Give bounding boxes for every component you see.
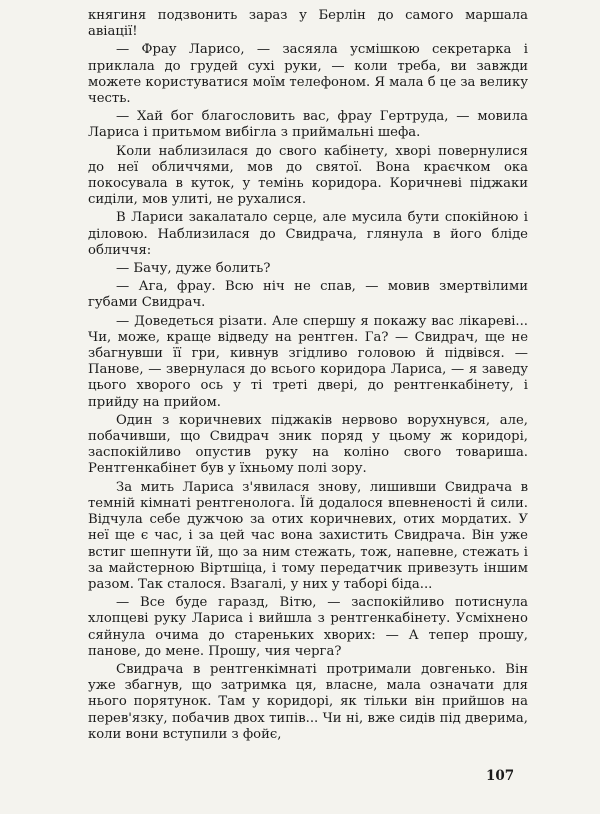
paragraph: — Хай бог благословить вас, фрау Гертруда, — мовила Лариса і притьмом вибігла з приймальні шефа. <box>88 109 528 141</box>
paragraph: В Лариси закалатало серце, але мусила бути спокійною і діловою. Наблизилася до Свидрача, глянула в його бліде обличчя: <box>88 210 528 258</box>
paragraph: — Фрау Ларисо, — засяяла усмішкою секретарка і приклала до грудей сухі руки, — коли треба, ви завжди можете користуватися моїм телефоном. Я мала б це за велику честь. <box>88 42 528 107</box>
paragraph: — Доведеться різати. Але спершу я покажу вас лікареві... Чи, може, краще відведу на рентген. Га? — Свидрач, ще не збагнувши її гри, кивнув згідливо головою й підвівся. — Панове, — звернулася до всього коридора Лариса, — я заведу цього хворого ось у ті треті двері, до рентгенкабінету, і прийду на прийом. <box>88 313 528 410</box>
paragraph: Свидрача в рентгенкімнаті протримали довгенько. Він уже збагнув, що затримка ця, власне, мала означати для нього порятунок. Там у коридорі, як тільки він прийшов на перев'язку, побачив двох типів... Чи ні, вже сидів під дверима, коли вони вступили з фойє, <box>88 661 528 742</box>
paragraph: — Бачу, дуже болить? <box>116 261 271 277</box>
body-text <box>88 8 528 743</box>
paragraph: княгиня подзвонить зараз у Берлін до самого маршала авіації! <box>88 8 528 40</box>
paragraph: Коли наблизилася до свого кабінету, хворі повернулися до неї обличчями, мов до святої. Вона краєчком ока покосувала в куток, у темінь коридора. Коричневі піджаки сиділи, мов улиті, не рухалися. <box>88 143 528 208</box>
page-number: 107 <box>486 768 515 784</box>
paragraph: — Ага, фрау. Всю ніч не спав, — мовив змертвілими губами Свидрач. <box>88 279 528 311</box>
paragraph: Один з коричневих піджаків нервово ворухнувся, але, побачивши, що Свидрач зник поряд у цьому ж коридорі, заспокійливо опустив руку на коліно свого товариша. Рентгенкабінет був у їхньому полі зору. <box>88 412 528 477</box>
paragraph: За мить Лариса з'явилася знову, лишивши Свидрача в темній кімнаті рентгенолога. Їй додалося впевненості й сили. Відчула себе дужчою за отих коричневих, отих мордатих. У неї ще є час, і за цей час вона захистить Свидрача. Він уже встиг шепнути їй, що за ним стежать, тож, напевне, стежать і за майстерною Віртшіца, і тому передатчик привезуть іншим разом. Так сталося. Взагалі, у них у таборі біда... <box>88 479 528 592</box>
paragraph: — Все буде гаразд, Вітю, — заспокійливо потиснула хлопцеві руку Лариса і вийшла з рентгенкабінету. Усміхнено сяйнула очима до старенькиx хворих: — А тепер прошу, панове, до мене. Прошу, чия черга? <box>88 595 528 659</box>
